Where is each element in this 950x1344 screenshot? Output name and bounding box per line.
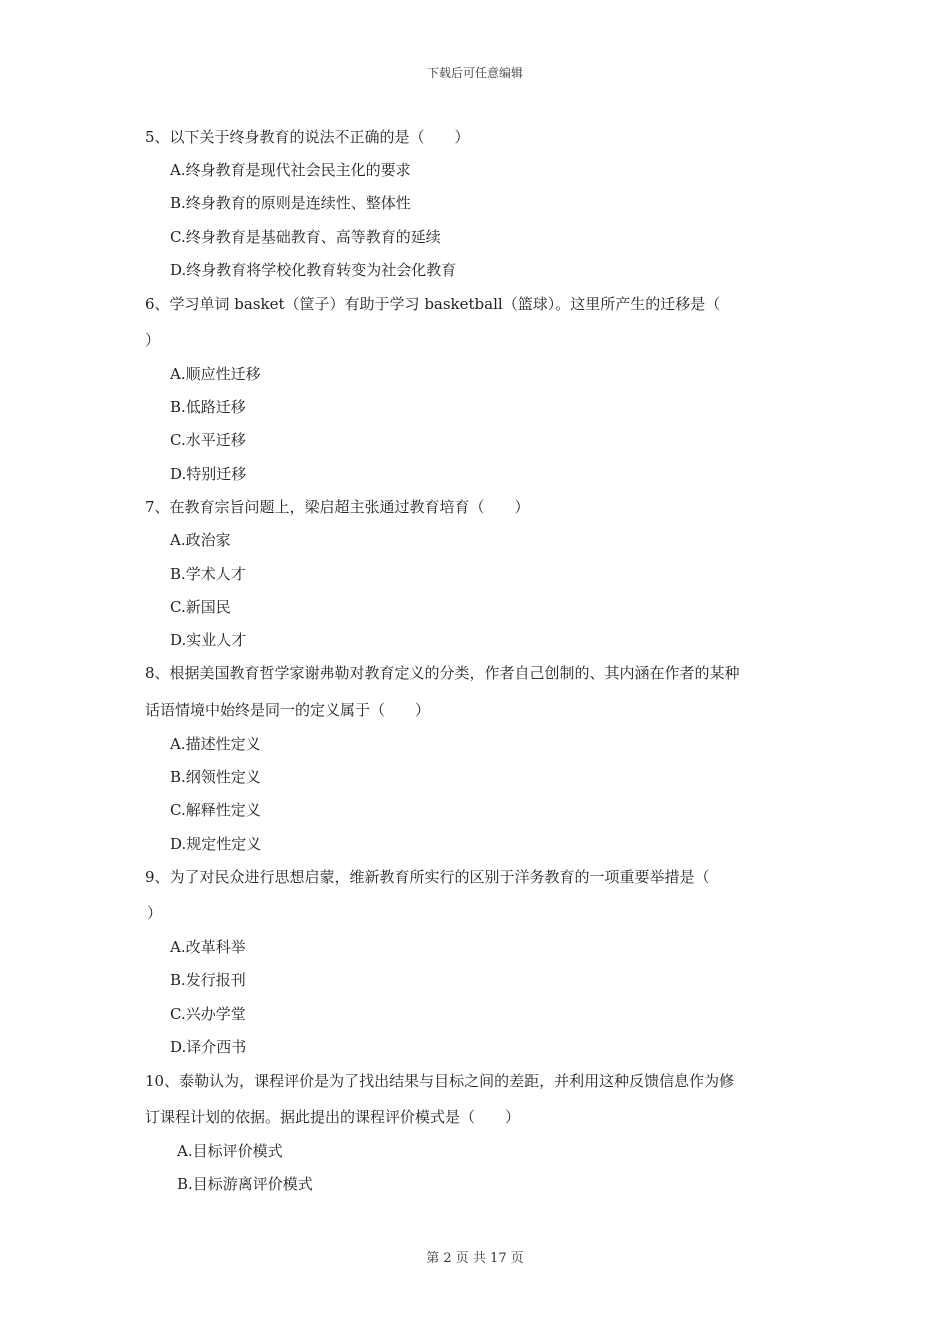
question-9-option-b: B.发行报刊 [170, 971, 246, 989]
question-6-option-d: D.特别迁移 [170, 465, 247, 483]
page-footer: 第 2 页 共 17 页 [426, 1251, 524, 1266]
question-9-option-d: D.译介西书 [170, 1038, 247, 1056]
question-8-option-a: A.描述性定义 [170, 735, 261, 753]
question-5-stem: 5、以下关于终身教育的说法不正确的是（ ） [145, 128, 470, 146]
question-8-option-d: D.规定性定义 [170, 835, 262, 853]
question-6-option-b: B.低路迁移 [170, 398, 246, 416]
question-10-stem: 10、泰勒认为，课程评价是为了找出结果与目标之间的差距，并利用这种反馈信息作为修 [145, 1072, 735, 1090]
question-5-option-b: B.终身教育的原则是连续性、整体性 [170, 194, 411, 212]
question-9-stem: 9、为了对民众进行思想启蒙，维新教育所实行的区别于洋务教育的一项重要举措是（ [145, 868, 710, 886]
question-6-option-c: C.水平迁移 [170, 431, 246, 449]
question-8-option-b: B.纲领性定义 [170, 768, 261, 786]
question-7-option-d: D.实业人才 [170, 631, 247, 649]
question-10-option-b: B.目标游离评价模式 [177, 1175, 313, 1193]
question-10-stem-cont: 订课程计划的依据。据此提出的课程评价模式是（ ） [145, 1108, 521, 1126]
question-7-option-b: B.学术人才 [170, 565, 246, 583]
question-6-stem-cont: ） [145, 331, 161, 349]
question-6-option-a: A.顺应性迁移 [170, 365, 261, 383]
question-10-option-a: A.目标评价模式 [177, 1142, 283, 1160]
question-8-stem: 8、根据美国教育哲学家谢弗勒对教育定义的分类，作者自己创制的、其内涵在作者的某种 [145, 664, 740, 682]
question-6-stem: 6、学习单词 basket（筐子）有助于学习 basketball（篮球）。这里所产生的迁移是（ [145, 295, 721, 313]
question-8-stem-cont: 话语情境中始终是同一的定义属于（ ） [145, 701, 431, 719]
question-7-stem: 7、在教育宗旨问题上，梁启超主张通过教育培育（ ） [145, 498, 530, 516]
question-5-option-c: C.终身教育是基础教育、高等教育的延续 [170, 228, 441, 246]
page-header: 下载后可任意编辑 [426, 66, 523, 80]
question-7-option-a: A.政治家 [170, 531, 231, 549]
question-9-stem-cont: ） [147, 904, 163, 922]
question-7-option-c: C.新国民 [170, 598, 231, 616]
question-5-option-a: A.终身教育是现代社会民主化的要求 [170, 161, 411, 179]
question-8-option-c: C.解释性定义 [170, 801, 261, 819]
question-9-option-a: A.改革科举 [170, 938, 246, 956]
question-9-option-c: C.兴办学堂 [170, 1005, 246, 1023]
question-5-option-d: D.终身教育将学校化教育转变为社会化教育 [170, 261, 457, 279]
